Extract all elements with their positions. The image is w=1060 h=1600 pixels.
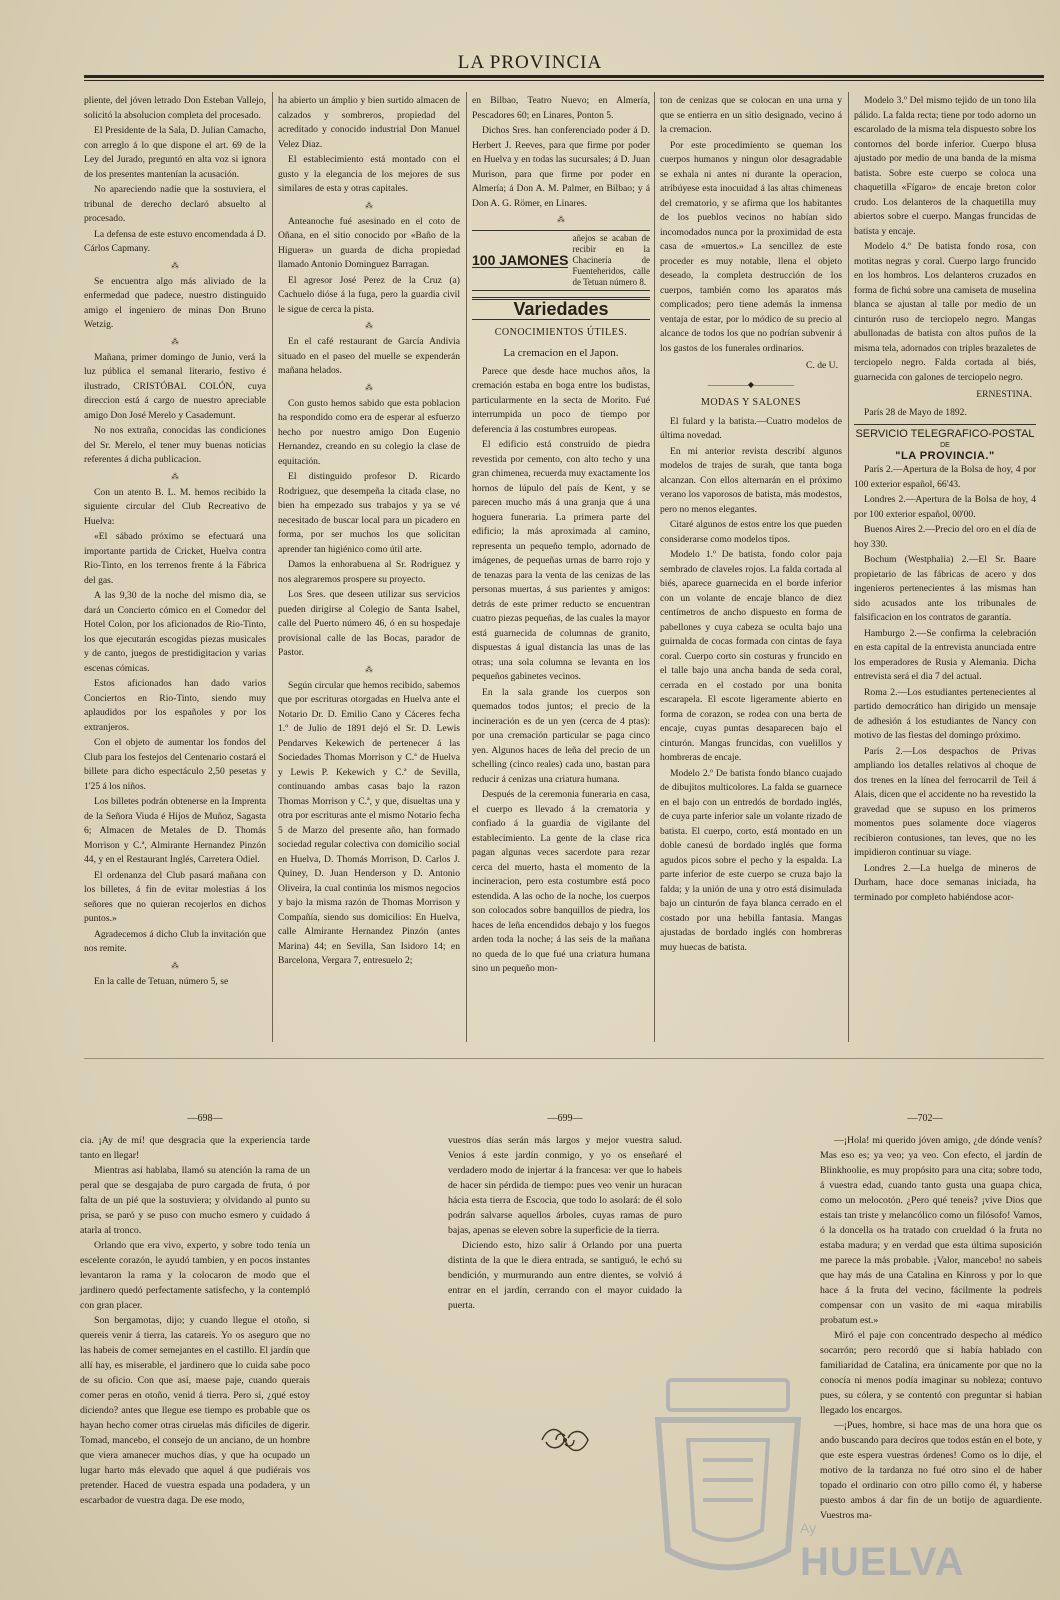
paragraph: Orlando que era vivo, experto, y sobre todo tenía un escelente corazón, le ayudó tambien, y en pocos instantes levantaron la rama y la colocaron de modo que el jardinero quedó perfectamente satisfecho, y la contempló con gran placer.	[80, 1240, 310, 1311]
page-number: —698—	[187, 1113, 223, 1124]
paragraph: Con un atento B. L. M. hemos recibido la siguiente circular del Club Recreativo de Huelva:	[84, 486, 266, 527]
paragraph: Después de la ceremonia funeraria en casa, el cuerpo es llevado á la crematoria y confiado á la guardia de vigilante del establecimiento. La gente de la clase rica pagan algunas veces sacerdote para rezar cerca del muerto, hasta el momento de la incineracion, pero esta costumbre está poco estendida. A las ocho de la noche, los cuerpos son colocados sobre banquillos de piedra, los haces de leña encendidos debajo y los fuegos arden toda la noche; á las seis de la mañana no queda de lo que fué una criatura humana sino un pequeño mon-	[472, 789, 650, 974]
paragraph: El Presidente de la Sala, D. Julian Camacho, con arreglo á lo que dispone el art. 69 de la Ley del Jurado, preguntó en alta voz si ignora de los presentes mantenían la acusación.	[84, 125, 266, 180]
paragraph: «El sábado próximo se efectuará una importante partida de Cricket, Huelva contra Rio-Tinto, en los terrenos frente á la Fábrica del gas.	[84, 531, 266, 586]
paragraph: Miró el paje con concentrado despecho al médico socarrón; pero recordó que si había hablado con familiaridad de Catalina, era únicamente por que no la conocía ni menos podía imaginar su nobleza; contuvo pues, su cólera, y se contentó con preguntar si habian llegado los encargos.	[820, 1330, 1042, 1416]
paragraph: Con gusto hemos sabido que esta poblacion ha respondido como era de esperar al esfuerzo hecho por nuestro amigo Don Eugenio Hernandez, creando en su colegio la clase de equitación.	[278, 397, 460, 467]
folletin-divider	[84, 1058, 1044, 1059]
paragraph: Dichos Sres. han conferenciado poder á D. Herbert J. Reeves, para que firme por poder en Huelva y en todas las sucursales; á D. Juan Murison, para que firme por poder en Almería; á Don A. M. Palmer, en Bilbao; y á Don A. G. Römer, en Linares.	[472, 125, 650, 209]
column-1	[84, 94, 266, 1044]
ad-text: añejos se acaban de recibir en la Chacinería de Fuenteheridos, calle de Tetuan número 8.	[572, 233, 650, 287]
asterism: ⁂	[171, 336, 179, 346]
paragraph: Agradecemos á dicho Club la invitación que nos remite.	[84, 928, 266, 954]
end-ornament-icon	[538, 1420, 592, 1460]
paragraph: El establecimiento está montado con el gusto y la elegancia de los mejores de sus similares de esta y otras capitales.	[278, 154, 460, 194]
column-2	[278, 94, 460, 1044]
paragraph: Modelo 4.º De batista fondo rosa, con motitas negras y coral. Cuerpo largo fruncido en los hombros. Los delanteros cruzados en forma de fichú sobre una camiseta de muselina blanca se ajustan al talle por medio de un cinturón ruso de terciopelo negro. Mangas abullonadas de batista con altos puños de la misma tela, adornados con triples brazaletes de terciopelo negro. Falda cortada al biés, guarnecida con galones de terciopelo negro.	[854, 241, 1036, 383]
paragraph: Con el objeto de aumentar los fondos del Club para los festejos del Centenario costará el billete para dicho espectáculo 2,50 pesetas y 1'25 á los niños.	[84, 737, 266, 792]
paragraph: A las 9,30 de la noche del mismo dia, se dará un Concierto cómico en el Comedor del Hotel Colon, por los aficionados de Rio-Tinto, los que ejecutarán escogidas piezas musicales y de canto, juegos de prestidigitacion y varias escenas cómicas.	[84, 590, 266, 674]
column-4	[660, 94, 842, 1044]
signature: ERNESTINA.	[976, 389, 1032, 400]
paragraph: ha abierto un ámplio y bien surtido almacen de calzados y sombreros, propiedad del acreditado y conocido industrial Don Manuel Velez Diaz.	[278, 95, 460, 150]
stamp-text-huelva: HUELVA	[800, 1540, 965, 1584]
asterism: ⁂	[557, 215, 565, 224]
telegram-title-de: DE	[940, 442, 950, 449]
paragraph: Londres 2.—La huelga de mineros de Durham, hace doce semanas iniciada, ha terminado por completo habiéndose acor-	[854, 862, 1036, 903]
column-divider	[848, 92, 849, 1042]
paragraph: Roma 2.—Los estudiantes pertenecientes al partido democrático han dirigido un mensaje de adhesión á los estudiantes de Nancy con motivo de las fiestas del domingo próximo.	[854, 686, 1036, 741]
paragraph: en Bilbao, Teatro Nuevo; en Almería, Pescadores 60; en Linares, Ponton 5.	[472, 95, 650, 121]
paragraph: Parece que desde hace muchos años, la cremación estaba en boga entre los budistas, particularmente en la secta de Morito. Fué interrumpida un poco de tiempo por deferencia á las costumbres europeas.	[472, 365, 650, 435]
paragraph: París 2.—Los despachos de Privas ampliando los detalles relativos al choque de dos trenes en la línea del ferrocarril de Teil á Alais, dicen que el accidente no ha revestido la gravedad que se supuso en los primeros momentos pues solamente doce viageros recibieron contusiones, tan leves, que no les impidieron continuar su viage.	[854, 745, 1036, 858]
paragraph: —¡Pues, hombre, si hace mas de una hora que os ando buscando para decíros que todos están en el bote, y que este espera vuestras órdenes! Como os lo dije, el motivo de la tardanza no fué otro sino el de haber topado el ordinario con otro pillo como él, y haberse puesto ambos á dar fin de un botijo de aguardiente. Vuestros ma-	[820, 1420, 1042, 1521]
paragraph: Damos la enhorabuena al Sr. Rodriguez y nos alegraremos prospere su proyecto.	[278, 559, 460, 585]
paragraph: Mañana, primer domingo de Junio, verá la luz pública el semanal literario, festivo é ilustrado, CRISTÓBAL COLÓN, cuya direccion está á cargo de nuestro apreciable amigo Don José Merelo y Casademunt.	[84, 351, 266, 421]
advertisement	[472, 230, 650, 291]
page-number: —702—	[907, 1113, 943, 1124]
column-5	[854, 94, 1036, 1044]
paragraph: Hamburgo 2.—Se confirma la celebración en esta capital de la entrevista anunciada entre los emperadores de Rusia y Alemania. Dicha entrevista será el dia 7 del actual.	[854, 627, 1036, 682]
paragraph: Estos aficionados han dado varios Conciertos en Rio-Tinto, siendo muy aplaudidos por los españoles y por los extranjeros.	[84, 678, 266, 733]
section-title: Variedades	[472, 297, 650, 320]
paragraph: París 2.—Apertura de la Bolsa de hoy, 4 por 100 exterior español, 66'43.	[854, 464, 1036, 490]
paragraph: pliente, del jóven letrado Don Esteban Vallejo, solicitó la absolucion completa del procesado.	[84, 95, 266, 121]
paragraph: Modelo 3.º Del mismo tejido de un tono lila pálido. La falda recta; tiene por todo adorno un escarolado de la misma tela dispuesto sobre los contornos del borde inferior. Cuerpo blusa ajustado por medio de una banda de la misma batista. Sobre este cuerpo se coloca una chaquetilla «Fígaro» de encaje breton color crudo. Los delanteros de la chaquetilla muy abiertos sobre el cuerpo. Mangas fruncidas de batista y encaje.	[854, 95, 1036, 237]
paragraph: En el café restaurant de García Andivia situado en el paseo del muelle se expenderán mañana helados.	[278, 336, 460, 376]
paragraph: Los billetes podrán obtenerse en la Imprenta de la Señora Viuda é Hijos de Muñoz, Sagasta 6; Almacen de Metales de D. Thomás Morrison y C.ª, Almirante Hernandez Pinzón 44, y en el Restaurant Inglés, Carretera Odiel.	[84, 796, 266, 865]
article-title: MODAS Y SALONES	[700, 397, 802, 408]
folletin-column-3	[820, 1133, 1042, 1521]
dateline: París 28 de Mayo de 1892.	[864, 406, 967, 418]
paragraph: El distinguido profesor D. Ricardo Rodriguez, que desempeña la citada clase, no bien ha empezado sus trabajos y ya se vé necesitado de buscar local para un picadero en forma, por ser muchos los que solicitan aprender tan higiénico como útil arte.	[278, 471, 460, 555]
paragraph: La defensa de este estuvo encomendada á D. Cárlos Capmany.	[84, 228, 266, 254]
paragraph: Según circular que hemos recibido, sabemos que por escrituras otorgadas en Huelva ante el Notario Dr. D. Emilio Cano y Cáceres fecha 1.º de Julio de 1891 dejó el Sr. D. Lewis Pendarves Kekewich de pertenecer á las Sociedades Thomas Morrison y C.ª de Huelva y Lewis P. Kekewich y C.ª de Sevilla, continuando ambas casas bajo la razon Thomas Morrison y C.ª, y que, disueltas una y otra por escrituras ante el mismo Notario fecha 5 de Marzo del presente año, han formado sociedad regular colectiva con domicilio social en Huelva, D. Thomás Morrison, D. Carlos J. Quiney, D. Juan Henderson y D. Antonio Oliveira, la cual continúa los mismos negocios y bajo la misma razón de Thomas Morrison y Compañía, siendo sus domicilios: En Huelva, calle Almirante Hernandez Pinzón (antes Marina) 44; en Sevilla, San Isidoro 14; en Barcelona, Vergara 7, entresuelo 2;	[278, 679, 460, 966]
paragraph: Los Sres. que deseen utilizar sus servicios pueden dirigirse al Colegio de Santa Isabel, calle del Puerto número 46, ó en su hospedaje provisional calle de las Bocas, parador de Pastor.	[278, 589, 460, 658]
paragraph: En la sala grande los cuerpos son quemados todos juntos; el precio de la incineración es de un yen (cerca de 4 ptas): por una cremación particular se paga cinco yen. Algunos haces de leña del precio de un schelling (cinco reales) cada uno, bastan para reducir á cenizas una criatura humana.	[472, 686, 650, 785]
paragraph: vuestros días serán más largos y mejor vuestra salud. Venios á este jardín conmigo, y yo os enseñaré el verdadero modo de injertar á la francesa: ver que lo habeis de hacer sin pérdida de tiempo: pues veo venir un huracan hácia esta tierra de Escocia, que todo lo asolará: de él solo podrán salvarse aquellos árboles, cuyas ramas de puro bajas, apenas se eleven sobre la superficie de la tierra.	[448, 1135, 682, 1236]
paragraph: Mientras así hablaba, llamó su atención la rama de un peral que se desgajaba de puro cargada de fruta, ó por falta de un pié que la sostuviera; y olvidando al punto su prisa, se paró y se puso con mucho esmero y cuidado á atarla al tronco.	[80, 1165, 310, 1236]
paragraph: Modelo 2.º De batista fondo blanco cuajado de dibujitos multicolores. La falda se guarnece en el bajo con un entredós de bordado inglés, de cuya parte inferior sale un volante rizado de batista. El cuerpo, corto, está montado en un doble canesú de bordado inglés que forma agudos picos sobre el pecho y la espalda. La parte inferior de este cuerpo se cruza bajo la falda; y la unión de una y otro está disimulada bajo un cinturón de faya blanca cerrado en el costado por una hebilla fantasía. Mangas ajustadas de bordado inglés con hombreras muy huecas de batista.	[660, 767, 842, 953]
column-divider	[272, 92, 273, 1042]
folletin-column-1	[80, 1133, 310, 1506]
paragraph: —¡Hola! mi querido jóven amigo, ¿de dónde venís? Mas eso es; ya veo; ya veo. Con efecto, el jardín de Blinkhoolie, es muy propósito para una cita; sobre todo, á vuestra edad, cuando tanto gusta una guapa chica, como un melocotón. ¿Pero qué teneis? ¡vive Dios que estais tan triste y melancólico como un filósofo! Vamos, ó la doncella os ha tratado con crueldad ó la fruta no estaba madura; y en verdad que esta última suposición me parece la más probable. ¡Valor, mancebo! no sabeis que hay más de una Catalina en Kinross y por lo que hace á la fruta del vecino, fácilmente la podreis compensar con un vasito de mi «aqua mirabilis probatum est.»	[820, 1135, 1042, 1326]
paragraph: Se encuentra algo más aliviado de la enfermedad que padece, nuestro distinguido amigo el ingeniero de minas Don Bruno Wetzig.	[84, 275, 266, 330]
paragraph: Anteanoche fué asesinado en el coto de Oñana, en el sitio conocido por «Baño de la Higuera» un guarda de dicha propiedad llamado Antonio Dominguez Barragan.	[278, 215, 460, 270]
paragraph: Buenos Aires 2.—Precio del oro en el día de hoy 330.	[854, 524, 1036, 550]
masthead: LA PROVINCIA	[457, 52, 603, 73]
paragraph: El agresor José Perez de la Cruz (a) Cachuelo dióse á la fuga, pero la guardia civil le sigue de cerca la pista.	[278, 274, 460, 315]
article-title: La cremacion en el Japon.	[503, 347, 619, 359]
section-subhead: CONOCIMIENTOS ÚTILES.	[494, 326, 628, 338]
paragraph: cia. ¡Ay de mí! que desgracia que la experiencia tarde tanto en llegar!	[80, 1135, 310, 1161]
column-divider	[654, 92, 655, 1042]
paragraph: En mi anterior revista describí algunos modelos de trajes de surah, que tanta boga alcanzan. Con ellos alternarán en el próximo verano los vaporosos de batista, más modestos, pero no menos elegantes.	[660, 445, 842, 515]
asterism: ⁂	[365, 321, 373, 330]
paragraph: No apareciendo nadie que la sostuviera, el tribunal de derecho declaró absuelto al procesado.	[84, 184, 266, 224]
telegram-title: SERVICIO TELEGRAFICO-POSTAL	[855, 428, 1035, 440]
paragraph: Citaré algunos de estos entre los que pueden considerarse como modelos tipos.	[660, 519, 842, 545]
paragraph: El edificio está construido de piedra revestida por cemento, con alto techo y una gran chimenea, recuerda muy exactamente los hornos de lúpulo del país de Kent, y se parecen mucho más á una granja que á una hoguera funeraria. La primera parte del edificio; la más aproximada al camino, representa un pequeño templo, adornado de imágenes, de pequeñas urnas de barro rojo y de tenazas para la venta de las cenizas de las personas muertas, á sus parientes y amigos: detrás de este primer reducto se encuentran cuatro piezas pequeñas, de las cuales la mayor está guarnecida de columnas de granito, dispuestas á igual distancia las unas de las otras; una sola columna se levanta en los pequeños gabinetes vecinos.	[472, 439, 650, 682]
folletin-column-2	[448, 1133, 682, 1311]
signature: C. de U.	[806, 360, 838, 371]
column-3	[472, 94, 650, 1044]
library-stamp-icon	[628, 1360, 828, 1590]
paragraph: Diciendo esto, hizo salir á Orlando por una puerta distinta de la que le diera entrada, se santiguó, le echó su bendición, y murmurando aun entre dientes, se volvió á entrar en el jardín, cerrando con el mayor cuidado la puerta.	[448, 1240, 682, 1311]
asterism: ⁂	[365, 664, 373, 674]
paragraph: Por este procedimiento se queman los cuerpos humanos y ningun olor desagradable se exhala ni antes ni durante la operacion, atribúyese esta inocuidad á las altas chimeneas del crematorio, y se afirma que los habitantes de los pueblos vecinos no habían sido incomodados nunca por la proximidad de esta casa de «muertos.» La sencillez de este proceder es muy notable, llena el objeto deseado, la completa destrucción de los cuerpos, también como los aparatos más complicados; pero tiene además la inmensa ventaja de estar, por lo módico de su precio al alcance de todos los que no podrían subvenir á los gastos de los funerales ordinarios.	[660, 139, 842, 354]
column-divider	[466, 92, 467, 1042]
separator-flourish: —————◆—————	[707, 379, 795, 389]
paragraph: El ordenanza del Club pasará mañana con los billetes, á fin de evitar molestias á los señores que no quieran recojerlos en dichos puntos.»	[84, 869, 266, 924]
telegram-header	[854, 424, 1036, 463]
paragraph: Bochum (Westphalia) 2.—El Sr. Baare propietario de las fábricas de acero y dos ingenieros pertenecientes á las mismas han sido acusados ante los tribunales de falsificacion en los contratos de garantía.	[854, 554, 1036, 623]
paragraph: Londres 2.—Apertura de la Bolsa de hoy, 4 por 100 exterior español, 00'00.	[854, 494, 1036, 520]
paragraph: No nos extraña, conocidas las condiciones del Sr. Merelo, el tener muy buenas noticias referentes á dicha publicacion.	[84, 425, 266, 465]
asterism: ⁂	[171, 260, 179, 270]
paragraph: El fulard y la batista.—Cuatro modelos de última novedad.	[660, 415, 842, 441]
paragraph: Modelo 1.º De batista, fondo color paja sembrado de claveles rojos. La falda cortada al biés, aparece guarnecida en el borde inferior con un volante de encaje blanco de diez centímetros de ancho dispuesto en forma de pabellones y cuya cabeza se oculta bajo una guirnalda de cocas formada con cintas de faya coral. Cuerpo corto sin costuras y fruncido en el talle bajo una ancha banda de seda coral, cerrada en el costado por una bonita escarapela. El escote ligeramente abierto en forma de corazon, se rodea con una berta de encaje, cuyas puntas desaparecen bajo el cinturón. Mangas fruncidas, con vuelillos y hombreras de encaje.	[660, 549, 842, 763]
paragraph: ton de cenizas que se colocan en una urna y que se entierra en un sitio designado, vecino á la cremacion.	[660, 95, 842, 135]
asterism: ⁂	[171, 471, 179, 481]
masthead-rule	[84, 75, 1044, 78]
paragraph: En la calle de Tetuan, número 5, se	[94, 975, 229, 987]
asterism: ⁂	[365, 382, 373, 392]
stamp-text-small: Ay	[800, 1520, 817, 1536]
asterism: ⁂	[171, 960, 179, 970]
asterism: ⁂	[365, 200, 373, 210]
masthead-rule-thin	[84, 80, 1044, 81]
ad-headline: 100 JAMONES	[472, 251, 569, 268]
paragraph: Son bergamotas, dijo; y cuando llegue el otoño, si quereis venir á tierra, las catareis. Yo os aseguro que no las habeis de comer semejantes en el castillo. El jardín que allí hay, es miserable, el jardinero que lo cuida sabe poco de su oficio. Con que así, maese paje, cuando querais comer peras en otoño, venid á tierra. Pero si, ¿qué estoy diciendo? antes que llegue ese tiempo es probable que os hayan hecho comer otras ciruelas más difíciles de digerir. Tomad, mancebo, el consejo de un anciano, de un hombre que viera amanecer muchos días, y que ha ocupado un lugar harto más elevado que aquel á que pudiérais vos pretender. Haced de vuestra espada una podadera, y un escarbador de vuestra daga. De ese modo,	[80, 1315, 310, 1506]
telegram-title-name: "LA PROVINCIA."	[895, 450, 995, 462]
page-number: —699—	[547, 1113, 583, 1124]
